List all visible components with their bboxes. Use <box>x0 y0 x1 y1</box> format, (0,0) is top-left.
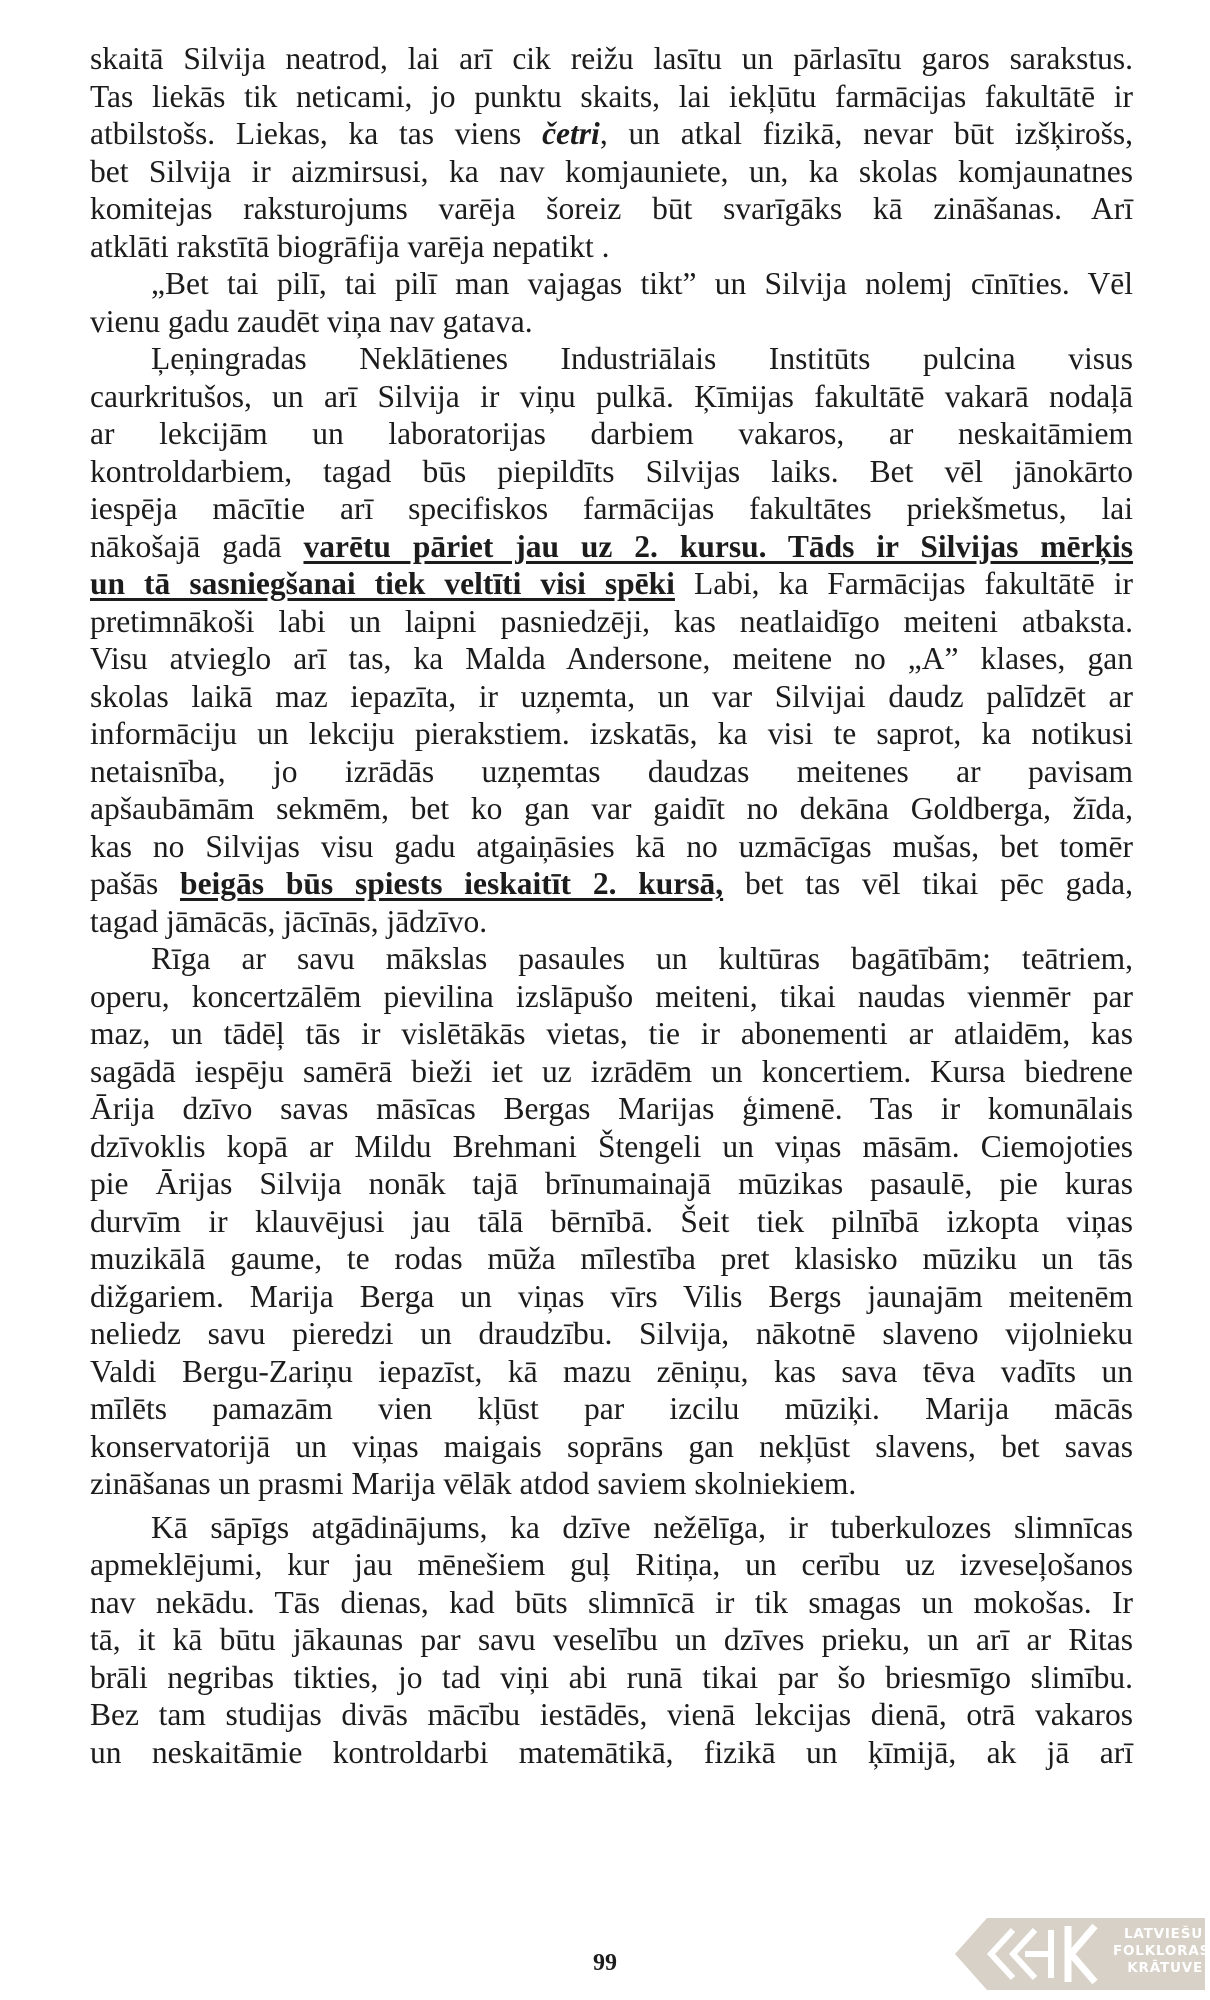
text-line <box>90 715 1133 753</box>
underlined-bold-text: beigās būs spiests ieskaitīt 2. kursā, <box>180 866 724 901</box>
watermark-line-3: KRĀTUVE <box>1127 1960 1203 1976</box>
text-line <box>90 1353 1133 1391</box>
line-text: dzīvoklis kopā ar Mildu Brehmani Štengeli un viņas māsām. Ciemojoties <box>90 1128 1133 1164</box>
text-line <box>90 1240 1133 1278</box>
line-text: konservatorijā un viņas maigais soprāns gan nekļūst slavens, bet savas <box>90 1428 1133 1464</box>
text-line <box>90 1659 1133 1697</box>
line-text: , un atkal fizikā, nevar būt izšķirošs, <box>599 116 1133 151</box>
page-number: 99 <box>593 1950 617 1976</box>
line-text: kontroldarbiem, tagad būs piepildīts Silvijas laiks. Bet vēl jānokārto <box>90 453 1133 489</box>
line-text: atbilstošs. Liekas, ka tas viens <box>90 116 543 151</box>
document-body <box>90 40 1133 1771</box>
text-line <box>90 490 1133 528</box>
line-text: apšaubāmām sekmēm, bet ko gan var gaidīt no dekāna Goldberga, žīda, <box>90 791 1133 826</box>
text-line <box>90 453 1133 491</box>
text-line <box>90 40 1133 78</box>
text-line <box>90 303 1133 341</box>
line-text: apmeklējumi, kur jau mēnešiem guļ Ritiņa, un cerību uz izveseļošanos <box>90 1547 1133 1582</box>
text-line <box>90 640 1133 678</box>
line-text: maz, un tādēļ tās ir vislētākās vietas, tie ir abonementi ar atlaidēm, kas <box>90 1016 1133 1051</box>
line-text: Bez tam studijas divās mācību iestādēs, vienā lekcijas dienā, otrā vakaros <box>90 1697 1133 1732</box>
line-text: iespēja mācītie arī specifiskos farmācijas fakultātes priekšmetus, lai <box>90 491 1133 526</box>
text-line <box>90 1203 1133 1241</box>
text-line <box>90 828 1133 866</box>
line-text: brāli negribas tikties, jo tad viņi abi runā tikai par šo briesmīgo slimību. <box>90 1659 1133 1695</box>
text-line <box>90 1053 1133 1091</box>
line-text: Labi, ka Farmācijas fakultātē ir <box>674 566 1133 601</box>
line-text: bet tas vēl tikai pēc gada, <box>723 866 1133 901</box>
line-text: operu, koncertzālēm pievilina izslāpušo meiteni, tikai naudas vienmēr par <box>90 978 1133 1014</box>
line-text: netaisnība, jo izrādās uzņemtas daudzas meitenes ar pavisam <box>90 753 1133 789</box>
line-text: tagad jāmācās, jācīnās, jādzīvo. <box>90 903 488 939</box>
text-line <box>90 1315 1133 1353</box>
text-line <box>90 1278 1133 1316</box>
line-text: nav nekādu. Tās dienas, kad būts slimnīcā ir tik smagas un mokošas. Ir <box>90 1584 1133 1620</box>
text-line <box>90 1584 1133 1622</box>
text-line <box>90 1546 1133 1584</box>
watermark-line-2: FOLKLORAS <box>1113 1943 1210 1959</box>
paragraph-start-text: Kā sāpīgs atgādinājums, ka dzīve nežēlīga, ir tuberkulozes slimnīcas <box>151 1509 1133 1545</box>
line-text: pretimnākoši labi un laipni pasniedzēji, kas neatlaidīgo meiteni atbaksta. <box>90 603 1133 639</box>
line-text: sagādā iespēju samērā bieži iet uz izrādēm un koncertiem. Kursa biedrene <box>90 1053 1133 1089</box>
underlined-bold-text: un tā sasniegšanai tiek veltīti visi spēki <box>90 566 675 601</box>
text-line <box>90 1734 1133 1772</box>
line-text: tā, it kā būtu jākaunas par savu veselību un dzīves prieku, un arī ar Ritas <box>90 1622 1133 1657</box>
paragraph-start-text: „Bet tai pilī, tai pilī man vajagas tikt” un Silvija nolemj cīnīties. Vēl <box>151 266 1133 301</box>
text-line <box>90 678 1133 716</box>
text-line <box>90 228 1133 266</box>
line-text: caurkritušos, un arī Silvija ir viņu pulkā. Ķīmijas fakultātē vakarā nodaļā <box>90 378 1133 414</box>
text-line <box>90 940 1133 978</box>
line-text: vienu gadu zaudēt viņa nav gatava. <box>90 303 533 339</box>
line-text: ar lekcijām un laboratorijas darbiem vakaros, ar neskaitāmiem <box>90 416 1133 451</box>
text-line <box>90 1015 1133 1053</box>
text-line <box>90 790 1133 828</box>
line-text: pie Ārijas Silvija nonāk tajā brīnumainajā mūzikas pasaulē, pie kuras <box>90 1166 1133 1201</box>
text-line <box>90 1621 1133 1659</box>
text-line <box>90 1696 1133 1734</box>
line-text: zināšanas un prasmi Marija vēlāk atdod saviem skolniekiem. <box>90 1466 857 1501</box>
watermark-text <box>1113 1926 1210 1977</box>
line-text: Ārija dzīvo savas māsīcas Bergas Marijas ģimenē. Tas ir komunālais <box>90 1091 1133 1126</box>
watermark-line-1: LATVIEŠU <box>1124 1926 1203 1942</box>
text-line <box>90 753 1133 791</box>
text-line <box>90 1128 1133 1166</box>
text-line <box>90 378 1133 416</box>
text-line <box>90 1465 1133 1503</box>
text-line <box>90 190 1133 228</box>
text-line <box>90 528 1133 566</box>
text-line <box>90 565 1133 603</box>
line-text: kas no Silvijas visu gadu atgaiņāsies kā no uzmācīgas mušas, bet tomēr <box>90 828 1133 864</box>
line-text: durvīm ir klauvējusi jau tālā bērnībā. Šeit tiek pilnībā izkopta viņas <box>90 1203 1133 1239</box>
text-line <box>90 1090 1133 1128</box>
paragraph-start-text: Rīga ar savu mākslas pasaules un kultūras bagātībām; teātriem, <box>151 941 1133 976</box>
text-line <box>90 978 1133 1016</box>
line-text: skaitā Silvija neatrod, lai arī cik reižu lasītu un pārlasītu garos sarakstus. <box>90 41 1133 76</box>
underlined-bold-text: varētu pāriet jau uz 2. kursu. Tāds ir Silvijas mērķis <box>303 528 1133 564</box>
text-line <box>90 1428 1133 1466</box>
line-text: pašās <box>90 866 181 901</box>
text-line <box>90 340 1133 378</box>
text-line <box>90 1509 1133 1547</box>
line-text: Tas liekās tik neticami, jo punktu skaits, lai iekļūtu farmācijas fakultātē ir <box>90 78 1133 114</box>
text-line <box>90 265 1133 303</box>
text-line <box>90 115 1133 153</box>
line-text: muzikālā gaume, te rodas mūža mīlestība pret klasisko mūziku un tās <box>90 1241 1133 1276</box>
line-text: informāciju un lekciju pierakstiem. izskatās, ka visi te saprot, ka notikusi <box>90 716 1133 751</box>
line-text: bet Silvija ir aizmirsusi, ka nav komjauniete, un, ka skolas komjaunatnes <box>90 153 1133 189</box>
text-line <box>90 78 1133 116</box>
text-line <box>90 153 1133 191</box>
line-text: Visu atvieglo arī tas, ka Malda Andersone, meitene no „A” klases, gan <box>90 641 1133 676</box>
line-text: un neskaitāmie kontroldarbi matemātikā, fizikā un ķīmijā, ak jā arī <box>90 1734 1133 1770</box>
paragraph-start-text: Ļeņingradas Neklātienes Industriālais Institūts pulcina visus <box>151 341 1133 376</box>
text-line <box>90 1165 1133 1203</box>
line-text: nākošajā gadā <box>90 528 304 564</box>
text-line <box>90 1390 1133 1428</box>
emphasized-text: četri <box>542 116 600 151</box>
line-text: mīlēts pamazām vien kļūst par izcilu mūziķi. Marija mācās <box>90 1391 1133 1426</box>
text-line <box>90 903 1133 941</box>
line-text: atklāti rakstītā biogrāfija varēja nepatikt . <box>90 228 610 264</box>
text-line <box>90 603 1133 641</box>
text-line <box>90 865 1133 903</box>
text-line <box>90 415 1133 453</box>
line-text: neliedz savu pieredzi un draudzību. Silvija, nākotnē slaveno vijolnieku <box>90 1316 1133 1351</box>
line-text: komitejas raksturojums varēja šoreiz būt svarīgāks kā zināšanas. Arī <box>90 191 1133 226</box>
line-text: Valdi Bergu-Zariņu iepazīst, kā mazu zēniņu, kas sava tēva vadīts un <box>90 1353 1133 1389</box>
line-text: dižgariem. Marija Berga un viņas vīrs Vilis Bergs jaunajām meitenēm <box>90 1278 1133 1314</box>
line-text: skolas laikā maz iepazīta, ir uzņemta, un var Silvijai daudz palīdzēt ar <box>90 678 1133 714</box>
